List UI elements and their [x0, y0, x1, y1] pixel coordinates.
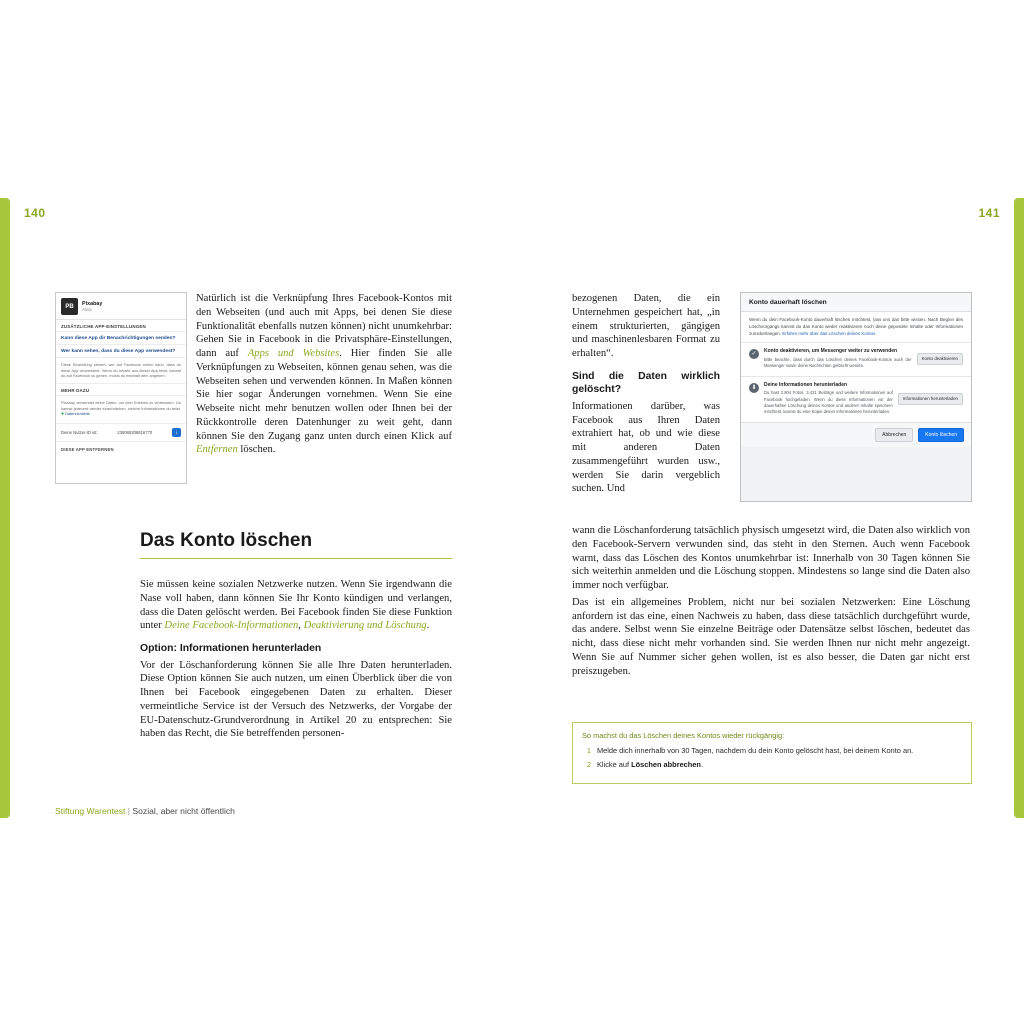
link-deine-facebook-informationen: Deine Facebook-Informationen [164, 620, 299, 632]
check-circle-icon: ✓ [749, 349, 759, 359]
option-deactivate-title: Konto deaktivieren, um Messenger weiter zu verwenden [764, 348, 898, 355]
page-number-right: 141 [978, 206, 1000, 220]
page-number-left: 140 [24, 206, 46, 220]
option-download-body: Du hast 2.804 Fotos, 3.431 Beiträge und weitere Informationen auf Facebook hochgeladen. Wenn du diese Informationen vor der dauerhaften Löschung deines Kontos und anderer Inhalte speichern möchtest, kannst du eine Kopie deiner Informationen herunterladen. [764, 390, 893, 415]
tip-item-text-post: . [700, 759, 703, 769]
screenshot-app-settings [55, 292, 187, 484]
left-body-2: Vor der Löschanforderung können Sie alle Ihre Daten herunterladen. Diese Option können Sie auch nutzen, um einen Überblick über die von Ihnen bei Facebook eingegebenen Daten zu erhalten. Dieser vermeintliche Service ist der Versuch des Netzwerks, der Vorgabe der EU-Datenschutz-Grundverordnung in Artikel 20 zu entsprechen: Sie haben das Recht, die Sie betreffenden personen- [140, 659, 452, 740]
user-id-label: Deine Nutzer-ID ist: [61, 429, 98, 435]
right-column-narrow [572, 292, 720, 499]
delete-account-button[interactable]: Konto löschen [918, 428, 964, 442]
app-setting-body-2 [56, 396, 186, 424]
left-col-part-2: . Hier finden Sie alle Verknüpfungen zu Webseiten, können genau sehen, was die Webseiten sehen und verwenden können. In Maßen können Sie hier sogar Änderungen vornehmen. Wenn Sie eine Webseite nicht mehr benutzen wollen oder Ihnen bei der Rückkontrolle deren Datenhunger zu weit geht, dann können Sie den Zugang ganz unten durch einen Klick auf [196, 348, 452, 442]
download-information-button[interactable]: Informationen herunterladen [898, 393, 963, 405]
left-body-1-mid: , [298, 620, 304, 632]
screenshot-delete-account-dialog [740, 292, 972, 502]
tip-item-number: 2 [586, 759, 591, 769]
privacy-dot-icon: ● [61, 411, 65, 418]
tip-item-text: Melde dich innerhalb von 30 Tagen, nachdem du dein Konto gelöscht hast, bei deinem Konto an. [597, 746, 914, 755]
tip-item-text [597, 760, 962, 770]
dialog-intro [741, 312, 971, 342]
tip-item-text-bold: Löschen abbrechen [631, 759, 701, 769]
left-column-secondary [140, 578, 452, 744]
right-col-a-text: bezogenen Daten, die ein Unternehmen gespeichert hat, „in einem strukturierten, gängigen und maschinenlesbaren Format zu erhalten“. [572, 293, 720, 360]
dialog-intro-text: Wenn du dein Facebook-Konto dauerhaft löschen möchtest, lass uns das bitte wissen. Nach Beginn des Löschvorgangs kannst du das Konto weder reaktivieren noch deine gepostete Inhalte oder Informationen zurückerlangen. [749, 317, 963, 336]
cancel-button[interactable]: Abbrechen [875, 428, 913, 442]
tip-item-text-pre: Klicke auf [597, 759, 632, 769]
app-setting-body-1-text: Diese Einstellung steuert, wer auf Facebook sehen kann, dass du diese App verwendest. Wenn du Inhalte aus dieser App teilst, kannst du auf Facebook so gehen, musst du erstmalt dein angeben. [61, 362, 181, 379]
app-setting-body-1 [56, 358, 186, 384]
user-id-row [56, 424, 186, 442]
dialog-option-deactivate [741, 342, 971, 375]
tip-box [572, 722, 972, 784]
download-circle-icon: ⬇ [749, 383, 759, 393]
remove-app-button[interactable]: DIESE APP ENTFERNEN [61, 446, 114, 452]
page-title: Das Konto löschen [140, 530, 452, 559]
left-body-1-end: . [426, 620, 430, 632]
info-icon[interactable]: i [172, 428, 181, 437]
screenshot-app-header [56, 293, 186, 320]
user-id-value: 236065306816770 [117, 429, 153, 435]
dialog-intro-link[interactable]: Erfahre mehr über das Löschen deines Kontos [782, 330, 876, 336]
app-settings-section-label: ZUSÄTZLICHE APP-EINSTELLUNGEN [56, 320, 186, 332]
dialog-title: Konto dauerhaft löschen [741, 293, 971, 312]
option-deactivate-body: Bitte beachte, dass durch das Löschen deines Facebook-Kontos auch der Messenger sowie deine Nachrichten gelöscht werden. [764, 357, 912, 369]
page-footer-left [55, 806, 235, 816]
footer-separator: | [127, 806, 130, 816]
privacy-policy-link[interactable]: Datenrichtlinie [65, 411, 90, 417]
link-entfernen: Entfernen [196, 444, 238, 456]
tip-box-heading: So machst du das Löschen deines Kontos wieder rückgängig: [582, 731, 785, 740]
left-column-text [196, 292, 452, 460]
left-body-1: Sie müssen keine sozialen Netzwerke nutzen. Wenn Sie irgendwann die Nase voll haben, dann können Sie Ihr Konto kündigen und verlangen, dass die Daten gelöscht werden. Bei Facebook finden Sie diese Funktion unter [140, 579, 452, 632]
app-logo-icon: PB [61, 298, 78, 315]
app-name: Pixabay [82, 300, 103, 307]
right-column-wide [572, 524, 970, 681]
right-wide-text-1: wann die Löschanforderung tatsächlich physisch umgesetzt wird, die Daten also wirklich von den Facebook-Servern verwunden sind, das steht in den Sternen. Auch wenn Facebook warnt, dass das Löschen des Kontos unumkehrbar ist: Innerhalb von 30 Tagen können Sie sich weiterhin anmelden und die Löschung stoppen. Mindestens so lange sind die Daten also immer noch verfügbar. [572, 525, 970, 592]
subheading-option-download: Option: Informationen herunterladen [140, 643, 322, 655]
right-col-a-text-2: Informationen darüber, was Facebook aus Ihren Daten extrahiert hat, ob und wie diese mit anderen Daten zusammengeführt wurden usw., werden Sie darin vergeblich suchen. Und [572, 400, 720, 495]
dialog-footer [741, 422, 971, 447]
app-setting-body-2-text: Pixabay verwendet deine Daten, um dein Erlebnis zu verbessern. Du kannst jederzeit wieder einschränken, welche Informationen du teilst. [61, 399, 181, 411]
option-download-title: Deine Informationen herunterladen [764, 381, 848, 388]
link-apps-und-websites: Apps und Websites [247, 348, 340, 360]
deactivate-account-button[interactable]: Konto deaktivieren [917, 353, 963, 365]
right-wide-text-2: Das ist ein allgemeines Problem, nicht nur bei sozialen Netzwerken: Eine Löschung anfordern ist das eine, einen Nachweis zu haben, dass diese tatsächlich durchgeführt wurde, das andere. Selbst wenn Sie einzelne Beiträge oder Datensätze selbst löschen, bedeutet das nicht, dass diese nicht mehr vorhanden sind. Sie werden Ihnen nur nicht mehr angezeigt. Wenn Sie auf Nummer sicher gehen wollen, ist es also besser, die Daten gar nicht erst preiszugeben. [572, 596, 970, 677]
app-status: Aktiv [82, 307, 92, 313]
tip-list-item [582, 746, 962, 756]
tip-item-number: 1 [586, 746, 591, 755]
app-setting-question-2[interactable]: Wer kann sehen, dass du diese App verwendest? [56, 345, 186, 358]
left-col-part-3: löschen. [237, 444, 276, 456]
link-deaktivierung-und-loeschung: Deaktivierung und Löschung [303, 620, 427, 632]
app-more-label: MEHR DAZU [56, 384, 186, 396]
subheading-sind-die-daten: Sind die Daten wirklich gelöscht? [572, 370, 720, 396]
footer-title: Sozial, aber nicht öffentlich [132, 806, 235, 816]
left-col-part-1: Natürlich ist die Verknüpfung Ihres Facebook-Kontos mit den Webseiten (und auch mit Apps, bei denen Sie diese Funktionalität ebenfalls nutzen können) nicht unumkehrbar: Gehen Sie in Facebook in die Privatsphäre-Einstellungen, dann auf [196, 293, 452, 360]
dialog-option-download [741, 376, 971, 422]
tip-list-item [582, 760, 962, 770]
app-setting-question-1[interactable]: Kann diese App dir Benachrichtigungen senden? [56, 332, 186, 345]
footer-brand: Stiftung Warentest [55, 806, 126, 816]
